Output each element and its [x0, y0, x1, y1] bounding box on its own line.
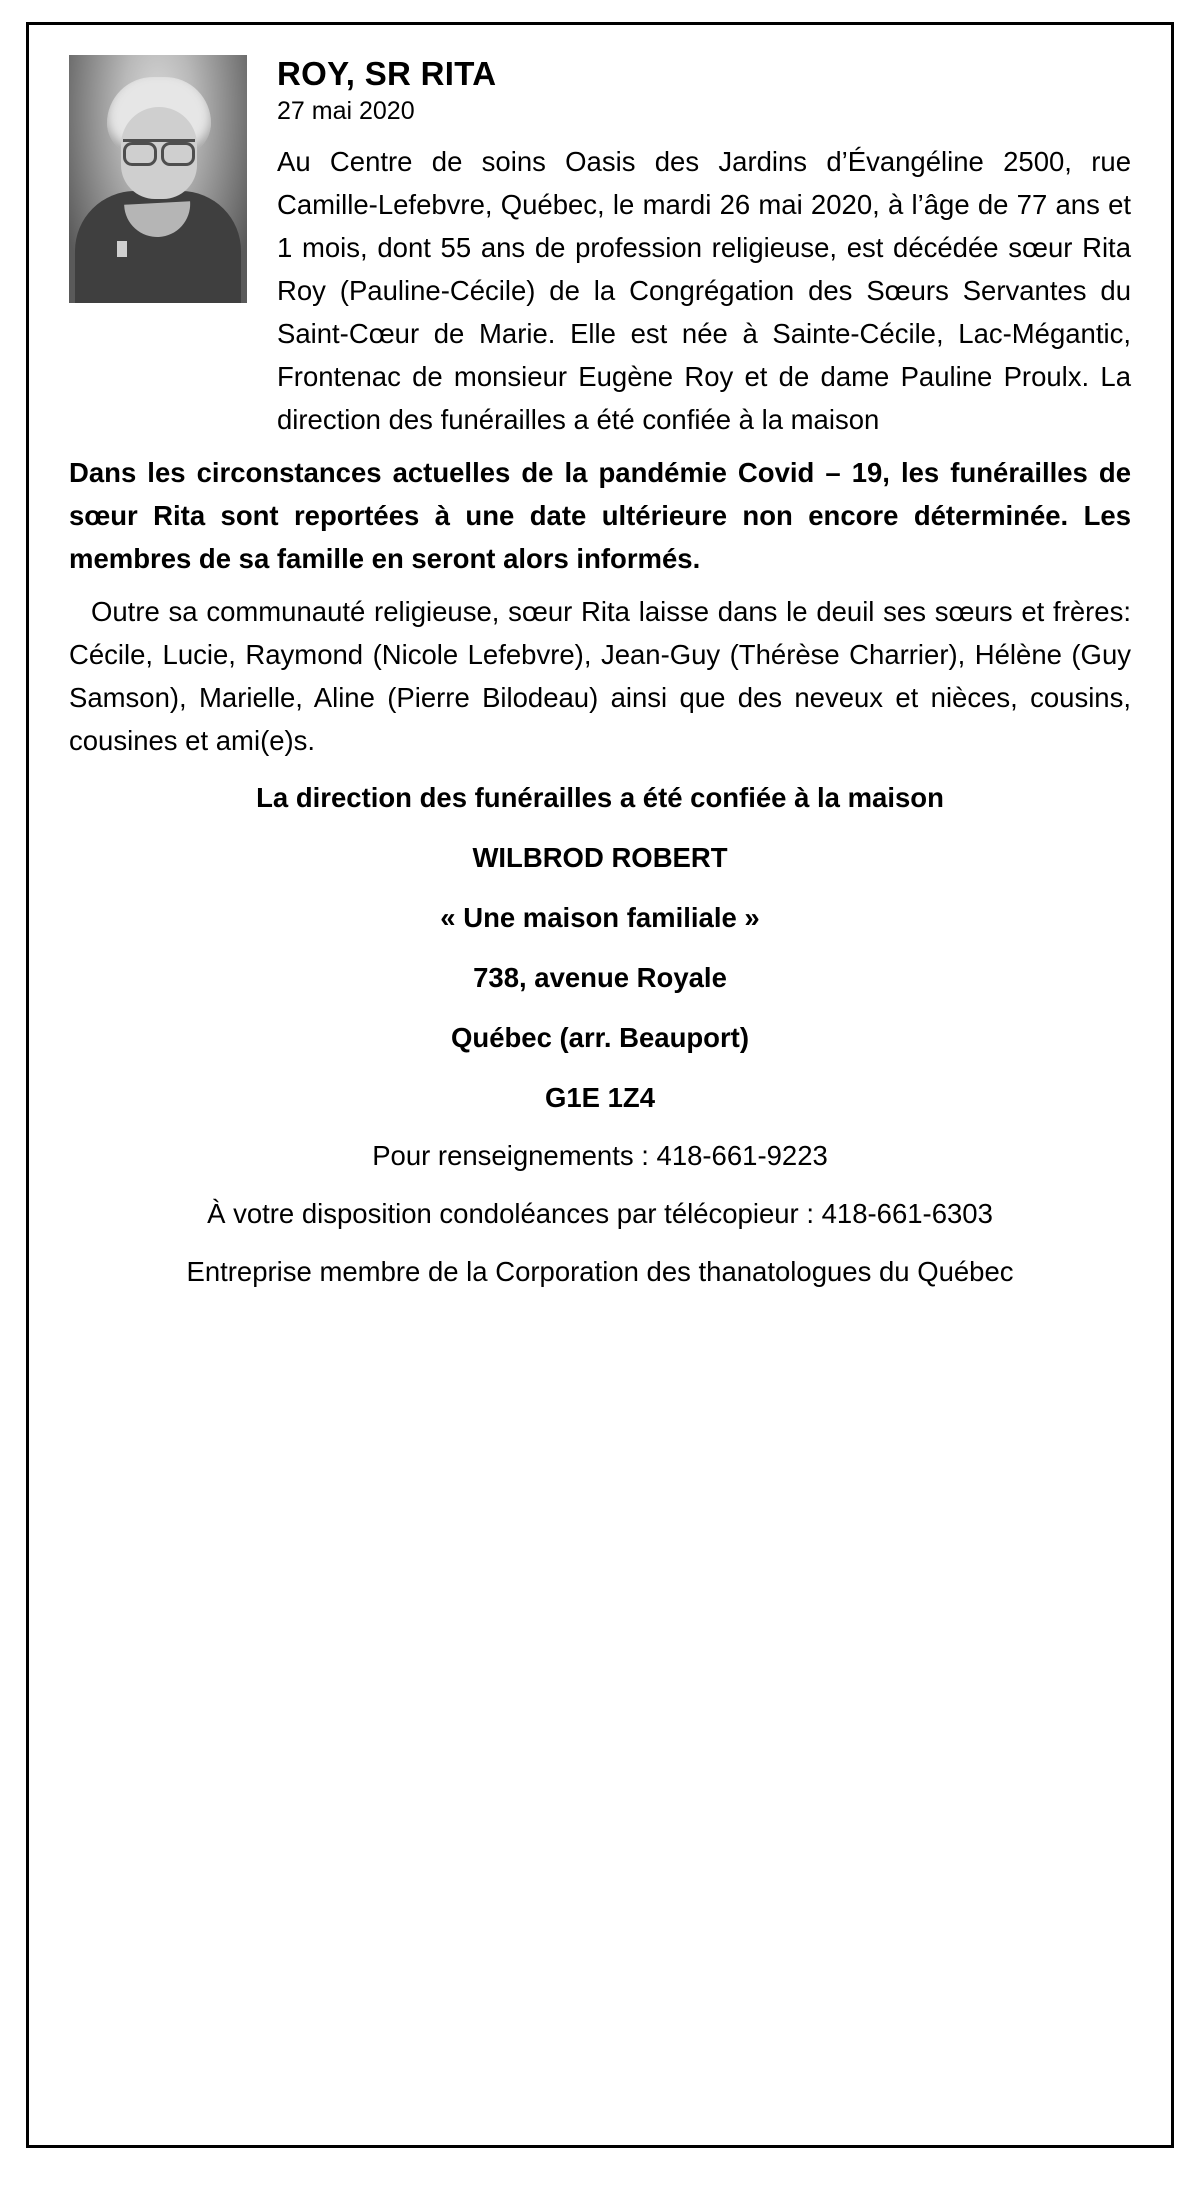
publication-date: 27 mai 2020 — [277, 97, 415, 125]
contact-fax-line: À votre disposition condoléances par télécopieur : 418-661-6303 — [207, 1198, 993, 1229]
survivors-paragraph: Outre sa communauté religieuse, sœur Rita laisse dans le deuil ses sœurs et frères: Cécile, Lucie, Raymond (Nicole Lefebvre), Jean-Guy (Thérèse Charrier), Hélène (Guy Samson), Marielle, Aline (Pierre Bilodeau) ainsi que des neveux et nièces, cousins, cousines et ami(e)s. — [69, 596, 1131, 756]
header-text — [277, 55, 1131, 441]
obituary-notice — [26, 22, 1174, 2148]
funeral-home-intro: La direction des funérailles a été confiée à la maison — [256, 782, 944, 813]
funeral-home-address: 738, avenue Royale — [473, 962, 727, 993]
membership-line: Entreprise membre de la Corporation des thanatologues du Québec — [186, 1256, 1014, 1287]
covid-notice-paragraph: Dans les circonstances actuelles de la pandémie Covid – 19, les funérailles de sœur Rita sont reportées à une date ultérieure non encore déterminée. Les membres de sa famille en seront alors informés. — [69, 457, 1131, 574]
obituary-lead-paragraph: Au Centre de soins Oasis des Jardins d’Évangéline 2500, rue Camille-Lefebvre, Québec, le mardi 26 mai 2020, à l’âge de 77 ans et 1 mois, dont 55 ans de profession religieuse, est décédée sœur Rita Roy (Pauline-Cécile) de la Congrégation des Sœurs Servantes du Saint-Cœur de Marie. Elle est née à Sainte-Cécile, Lac-Mégantic, Frontenac de monsieur Eugène Roy et de dame Pauline Proulx. La direction des funérailles a été confiée à la maison — [277, 146, 1131, 435]
funeral-home-name: WILBROD ROBERT — [472, 842, 728, 873]
funeral-home-city: Québec (arr. Beauport) — [451, 1022, 749, 1053]
funeral-home-postal-code: G1E 1Z4 — [544, 1082, 656, 1113]
deceased-name: ROY, SR RITA — [277, 55, 497, 92]
contact-phone-line: Pour renseignements : 418-661-9223 — [372, 1140, 828, 1171]
portrait-photo — [69, 55, 247, 303]
funeral-home-tagline: « Une maison familiale » — [440, 902, 760, 933]
notice-header — [69, 55, 1131, 441]
